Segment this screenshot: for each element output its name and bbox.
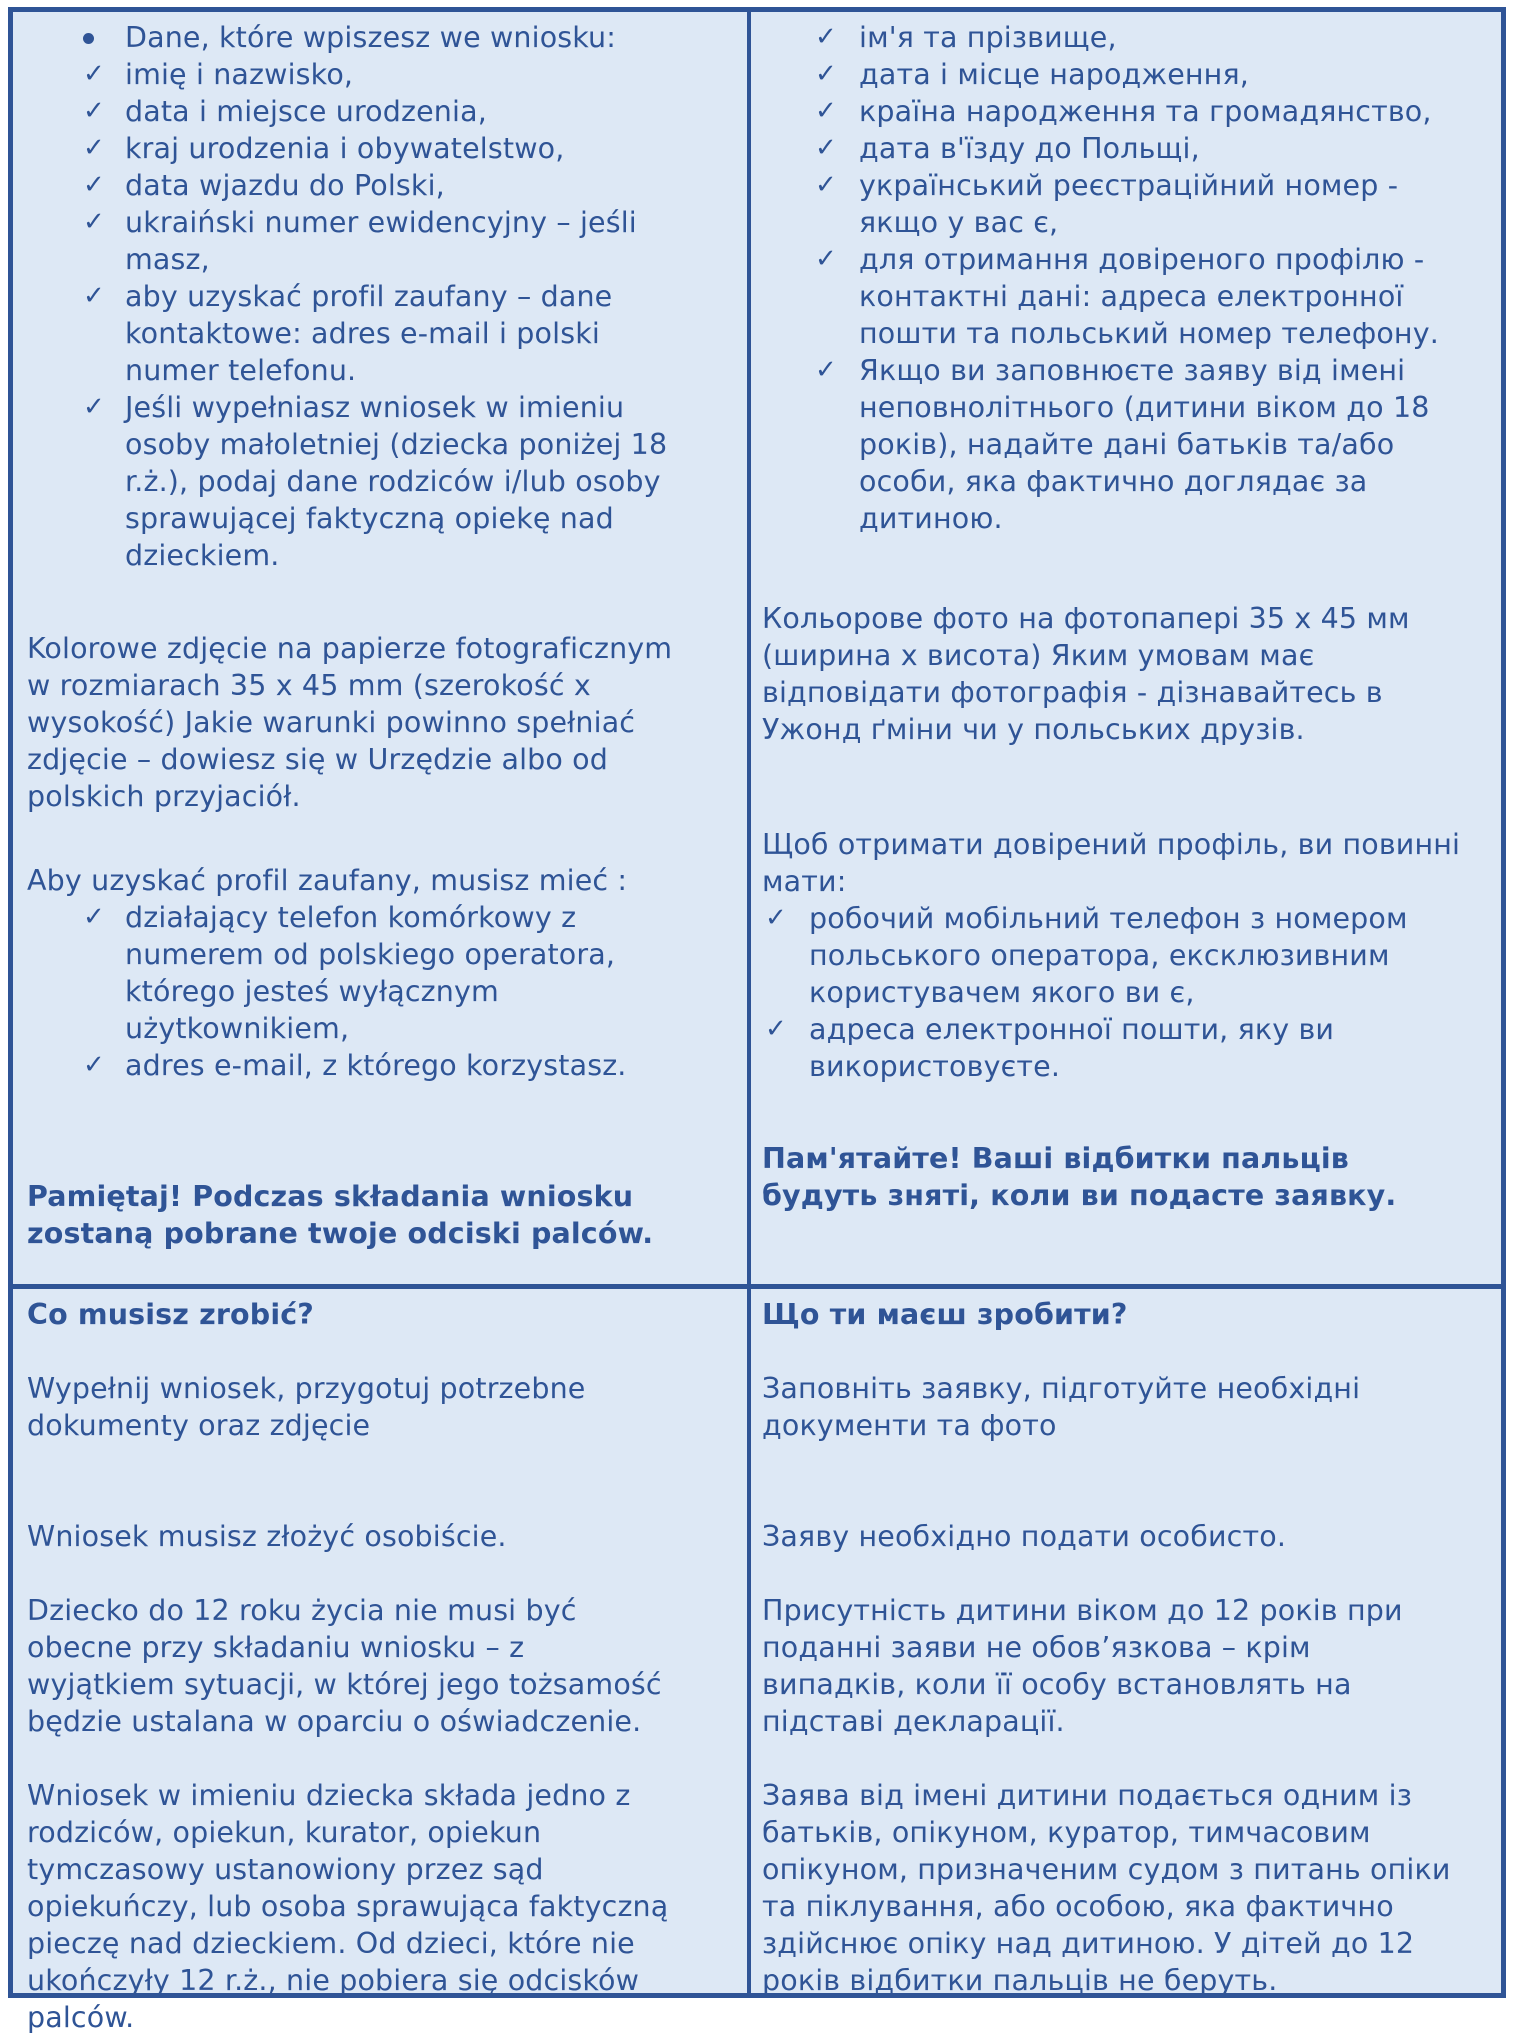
paragraph-line: Заяву необхідно подати особисто.: [762, 1520, 1287, 1553]
paragraph-line: підставі декларації.: [762, 1705, 1065, 1738]
photo-paragraph-line: polskich przyjaciół.: [27, 780, 301, 813]
photo-paragraph-line: wysokość) Jakie warunki powinno spełniać: [27, 706, 636, 739]
checklist-item-text: ukraiński numer ewidencyjny – jeśli: [125, 206, 637, 239]
cell-ukrainian-requirements: [751, 12, 1501, 1284]
checklist-item-text: kontaktowe: adres e-mail i polski: [125, 317, 600, 350]
checklist-item-text: Якщо ви заповнюєте заяву від імені: [859, 354, 1406, 387]
profile-checklist-text: działający telefon komórkowy z: [125, 901, 577, 934]
check-icon: ✓: [83, 902, 105, 932]
checklist-item-text: контактні дані: адреса електронної: [859, 280, 1404, 313]
remember-note: Pamiętaj! Podczas składania wniosku: [27, 1180, 634, 1213]
profile-checklist-text: використовуєте.: [809, 1050, 1061, 1083]
paragraph-line: випадків, коли її особу встановлять на: [762, 1668, 1352, 1701]
checklist-item-text: років), надайте дані батьків та/або: [859, 428, 1395, 461]
checklist-item-text: дитиною.: [859, 502, 1003, 535]
paragraph-line: Заява від імені дитини подається одним із: [762, 1779, 1413, 1812]
check-icon: ✓: [815, 59, 837, 89]
checklist-item-text: data wjazdu do Polski,: [125, 169, 445, 202]
paragraph-line: років відбитки пальців не беруть.: [762, 1964, 1278, 1997]
checklist-item-text: для отримання довіреного профілю -: [859, 243, 1425, 276]
paragraph-line: Wniosek musisz złożyć osobiście.: [27, 1520, 507, 1553]
checklist-item-text: imię i nazwisko,: [125, 58, 354, 91]
paragraph-line: батьків, опікуном, куратор, тимчасовим: [762, 1816, 1371, 1849]
photo-paragraph-line: zdjęcie – dowiesz się w Urzędzie albo od: [27, 743, 609, 776]
profile-checklist-text: adres e-mail, z którego korzystasz.: [125, 1049, 627, 1082]
intro-bullet-text: Dane, które wpiszesz we wniosku:: [125, 21, 617, 54]
info-table: [8, 7, 1506, 2034]
check-icon: ✓: [83, 133, 105, 163]
profile-checklist-text: użytkownikiem,: [125, 1012, 350, 1045]
paragraph-line: опікуном, призначеним судом з питань опіки: [762, 1853, 1451, 1886]
check-icon: ✓: [83, 281, 105, 311]
check-icon: ✓: [83, 1050, 105, 1080]
profile-checklist-text: польського оператора, ексклюзивним: [809, 939, 1390, 972]
check-icon: ✓: [815, 170, 837, 200]
check-icon: ✓: [83, 170, 105, 200]
section-heading: Co musisz zrobić?: [27, 1298, 314, 1331]
photo-paragraph-line: Кольорове фото на фотопапері 35 х 45 мм: [762, 602, 1410, 635]
cell-polish-requirements: [13, 12, 747, 1284]
checklist-item-text: український реєстраційний номер -: [859, 169, 1399, 202]
check-icon: ✓: [83, 392, 105, 422]
checklist-item-text: країна народження та громадянство,: [859, 95, 1432, 128]
checklist-item-text: sprawującej faktyczną opiekę nad: [125, 502, 614, 535]
paragraph-line: pieczę nad dzieckiem. Od dzieci, które nie: [27, 1927, 635, 1960]
paragraph-line: ukończyły 12 r.ż., nie pobiera się odcisków: [27, 1964, 640, 1997]
profile-intro-text: мати:: [762, 865, 847, 898]
paragraph-line: rodziców, opiekun, kurator, opiekun: [27, 1816, 542, 1849]
paragraph-line: będzie ustalana w oparciu o oświadczenie.: [27, 1705, 642, 1738]
remember-note: zostaną pobrane twoje odciski palców.: [27, 1217, 654, 1250]
checklist-item-text: пошти та польський номер телефону.: [859, 317, 1439, 350]
check-icon: ✓: [83, 59, 105, 89]
check-icon: ✓: [815, 96, 837, 126]
checklist-item-text: dzieckiem.: [125, 539, 280, 572]
paragraph-line: Присутність дитини віком до 12 років при: [762, 1594, 1403, 1627]
profile-checklist-text: адреса електронної пошти, яку ви: [809, 1013, 1335, 1046]
check-icon: ✓: [815, 355, 837, 385]
photo-paragraph-line: відповідати фотографія - дізнавайтесь в: [762, 676, 1383, 709]
checklist-item-text: aby uzyskać profil zaufany – dane: [125, 280, 613, 313]
bullet-icon: [83, 33, 94, 44]
paragraph-line: Wypełnij wniosek, przygotuj potrzebne: [27, 1372, 586, 1405]
paragraph-line: obecne przy składaniu wniosku – z: [27, 1631, 525, 1664]
cell-polish-what-to-do: [13, 1289, 747, 2034]
checklist-item-text: r.ż.), podaj dane rodziców i/lub osoby: [125, 465, 661, 498]
paragraph-line: tymczasowy ustanowiony przez sąd: [27, 1853, 544, 1886]
paragraph-line: wyjątkiem sytuacji, w której jego tożsamość: [27, 1668, 662, 1701]
check-icon: ✓: [815, 244, 837, 274]
paragraph-line: dokumenty oraz zdjęcie: [27, 1409, 371, 1442]
check-icon: ✓: [83, 207, 105, 237]
profile-checklist-text: którego jesteś wyłącznym: [125, 975, 499, 1008]
photo-paragraph-line: Kolorowe zdjęcie na papierze fotograficznym: [27, 632, 673, 665]
profile-checklist-text: робочий мобільний телефон з номером: [809, 902, 1408, 935]
cell-ukrainian-what-to-do: [751, 1289, 1501, 1997]
check-icon: ✓: [765, 903, 787, 933]
check-icon: ✓: [815, 133, 837, 163]
paragraph-line: Заповніть заявку, підготуйте необхідні: [762, 1372, 1361, 1405]
remember-note: Пам'ятайте! Ваші відбитки пальців: [762, 1142, 1349, 1175]
profile-intro-text: Щоб отримати довірений профіль, ви повинні: [762, 828, 1461, 861]
checklist-item-text: osoby małoletniej (dziecka poniżej 18: [125, 428, 668, 461]
checklist-item-text: data i miejsce urodzenia,: [125, 95, 487, 128]
photo-paragraph-line: w rozmiarach 35 x 45 mm (szerokość x: [27, 669, 591, 702]
paragraph-line: Wniosek w imieniu dziecka składa jedno z: [27, 1779, 631, 1812]
section-heading: Що ти маєш зробити?: [762, 1298, 1128, 1331]
paragraph-line: документи та фото: [762, 1409, 1057, 1442]
checklist-item-text: numer telefonu.: [125, 354, 357, 387]
checklist-item-text: неповнолітнього (дитини віком до 18: [859, 391, 1430, 424]
checklist-item-text: masz,: [125, 243, 210, 276]
checklist-item-text: якщо у вас є,: [859, 206, 1059, 239]
paragraph-line: та піклування, або особою, яка фактично: [762, 1890, 1394, 1923]
check-icon: ✓: [765, 1014, 787, 1044]
profile-intro-text: Aby uzyskać profil zaufany, musisz mieć :: [27, 864, 628, 897]
profile-checklist-text: користувачем якого ви є,: [809, 976, 1195, 1009]
photo-paragraph-line: (ширина х висота) Яким умовам має: [762, 639, 1315, 672]
paragraph-line: Dziecko do 12 roku życia nie musi być: [27, 1594, 577, 1627]
checklist-item-text: Jeśli wypełniasz wniosek w imieniu: [125, 391, 625, 424]
checklist-item-text: дата і місце народження,: [859, 58, 1249, 91]
checklist-item-text: kraj urodzenia i obywatelstwo,: [125, 132, 565, 165]
checklist-item-text: ім'я та прізвище,: [859, 21, 1117, 54]
paragraph-line: palców.: [27, 2001, 135, 2034]
check-icon: ✓: [815, 22, 837, 52]
checklist-item-text: особи, яка фактично доглядає за: [859, 465, 1368, 498]
check-icon: ✓: [83, 96, 105, 126]
photo-paragraph-line: Ужонд ґміни чи у польських друзів.: [762, 713, 1305, 746]
paragraph-line: поданні заяви не обов’язкова – крім: [762, 1631, 1311, 1664]
paragraph-line: opiekuńczy, lub osoba sprawująca faktyczną: [27, 1890, 669, 1923]
remember-note: будуть зняті, коли ви подасте заявку.: [762, 1179, 1397, 1212]
profile-checklist-text: numerem od polskiego operatora,: [125, 938, 616, 971]
paragraph-line: здійснює опіку над дитиною. У дітей до 12: [762, 1927, 1415, 1960]
checklist-item-text: дата в'їзду до Польщі,: [859, 132, 1200, 165]
